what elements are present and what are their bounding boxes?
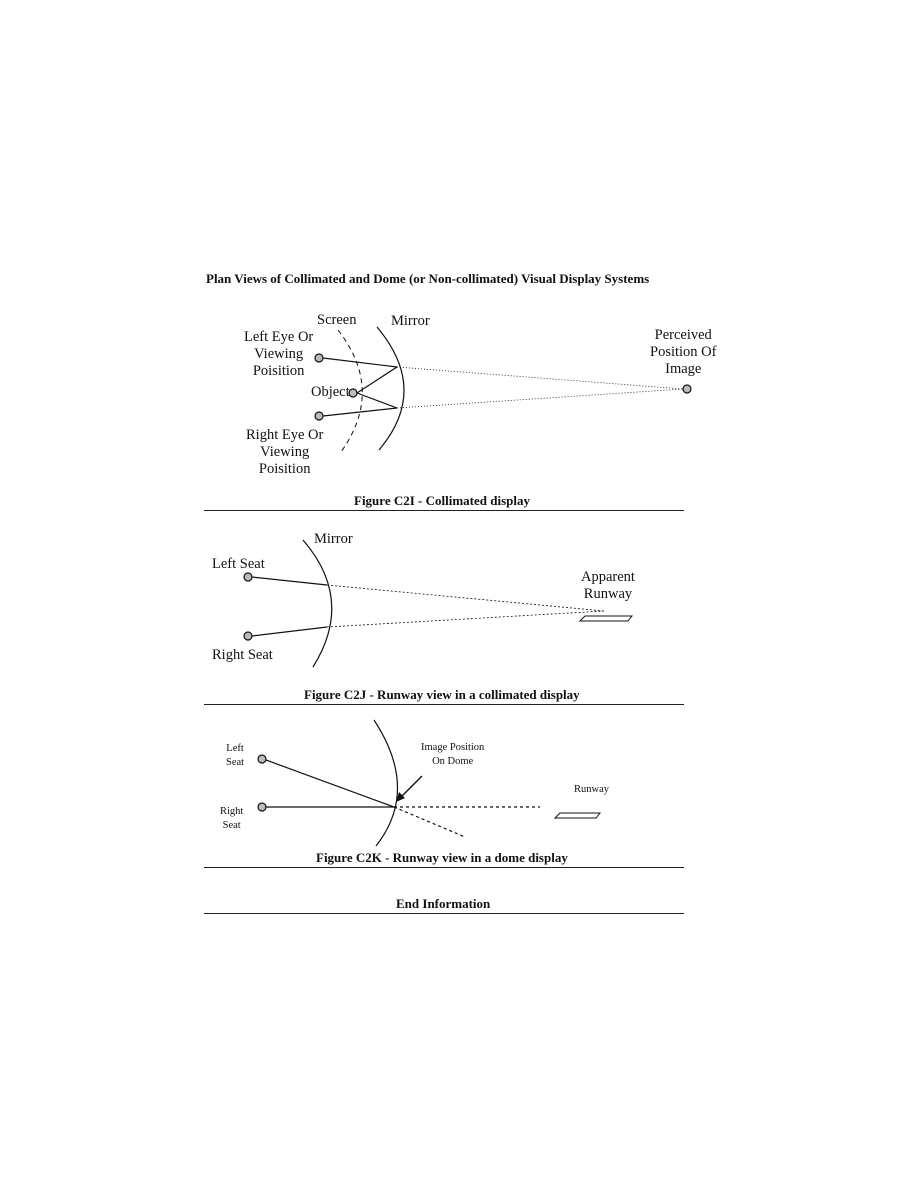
c2j-left-seat-ray: [252, 577, 327, 585]
c2j-apparent-line-1: Apparent: [581, 569, 635, 585]
c2j-right-seat-point: [244, 632, 252, 640]
c2k-image-position-label: [421, 741, 484, 769]
figure-c2i-caption: Figure C2I - Collimated display: [354, 493, 530, 508]
c2i-left-eye-line-3: Poisition: [252, 363, 305, 379]
figure-c2k-drawing: [258, 720, 600, 846]
c2i-right-eye-line-2: Viewing: [260, 444, 310, 460]
c2i-object-point: [349, 389, 357, 397]
c2k-dashed-reflected-ray: [394, 807, 465, 837]
c2i-right-eye-line-1: Right Eye Or: [246, 427, 324, 443]
c2k-image-position-line-2: On Dome: [432, 756, 474, 767]
c2k-left-seat-line-2: Seat: [226, 757, 245, 768]
figure-c2i-rule: [204, 510, 684, 511]
c2i-image-point: [683, 385, 691, 393]
c2i-object-ray-up: [357, 367, 397, 393]
c2j-mirror-label: Mirror: [314, 531, 353, 547]
figure-c2j-rule: [204, 704, 684, 705]
c2j-right-seat-label: Right Seat: [212, 647, 273, 663]
c2k-right-seat-line-2: Seat: [222, 820, 241, 831]
c2i-object-label: Object: [311, 384, 350, 400]
figure-c2k-rule: [204, 867, 684, 868]
c2i-left-eye-ray: [323, 358, 397, 367]
c2i-screen-label: Screen: [317, 312, 357, 328]
c2k-left-seat-point: [258, 755, 266, 763]
c2i-perceived-line-1: Perceived: [654, 327, 712, 343]
c2i-right-eye-label: [246, 427, 323, 478]
c2j-runway-shape: [580, 616, 632, 621]
figure-c2i-drawing: [315, 327, 691, 452]
c2j-apparent-line-2: Runway: [583, 586, 633, 602]
end-rule: [204, 913, 684, 914]
c2k-runway-label: Runway: [574, 784, 609, 795]
end-information: End Information: [396, 896, 491, 911]
c2i-left-eye-point: [315, 354, 323, 362]
c2k-dome-arc: [374, 720, 398, 846]
c2k-left-seat-label: [226, 742, 244, 770]
c2j-apparent-runway-label: [581, 569, 635, 603]
c2i-left-eye-label: [244, 329, 313, 380]
figure-c2j-caption: Figure C2J - Runway view in a collimated display: [304, 687, 580, 702]
c2i-virtual-ray-upper: [397, 367, 683, 389]
c2i-left-eye-line-2: Viewing: [254, 346, 304, 362]
c2i-object-ray-down: [357, 393, 397, 408]
c2i-mirror-label: Mirror: [391, 313, 430, 329]
c2j-virtual-ray-lower: [327, 611, 604, 627]
c2k-right-seat-point: [258, 803, 266, 811]
c2i-right-eye-ray: [323, 408, 397, 416]
figure-c2j-drawing: [244, 540, 632, 667]
c2k-left-seat-ray: [266, 760, 394, 807]
page-title: Plan Views of Collimated and Dome (or Non-collimated) Visual Display Systems: [206, 271, 650, 286]
c2k-left-seat-line-1: Left: [226, 743, 244, 754]
c2j-left-seat-label: Left Seat: [212, 556, 265, 572]
c2j-virtual-ray-upper: [327, 585, 604, 611]
c2i-perceived-line-2: Position Of: [650, 344, 717, 360]
c2i-left-eye-line-1: Left Eye Or: [244, 329, 314, 345]
c2k-right-seat-line-1: Right: [220, 806, 244, 817]
c2i-mirror-arc: [377, 327, 404, 450]
figure-c2k-caption: Figure C2K - Runway view in a dome display: [316, 850, 568, 865]
c2i-right-eye-point: [315, 412, 323, 420]
c2i-right-eye-line-3: Poisition: [258, 461, 311, 477]
c2j-right-seat-ray: [252, 627, 327, 636]
c2k-runway-shape: [555, 813, 600, 818]
c2i-perceived-label: [650, 327, 716, 378]
c2k-right-seat-label: [220, 805, 243, 833]
c2i-perceived-line-3: Image: [665, 361, 702, 377]
c2i-virtual-ray-lower: [397, 389, 683, 408]
c2j-mirror-arc: [303, 540, 332, 667]
c2j-left-seat-point: [244, 573, 252, 581]
c2k-image-position-line-1: Image Position: [421, 742, 485, 753]
